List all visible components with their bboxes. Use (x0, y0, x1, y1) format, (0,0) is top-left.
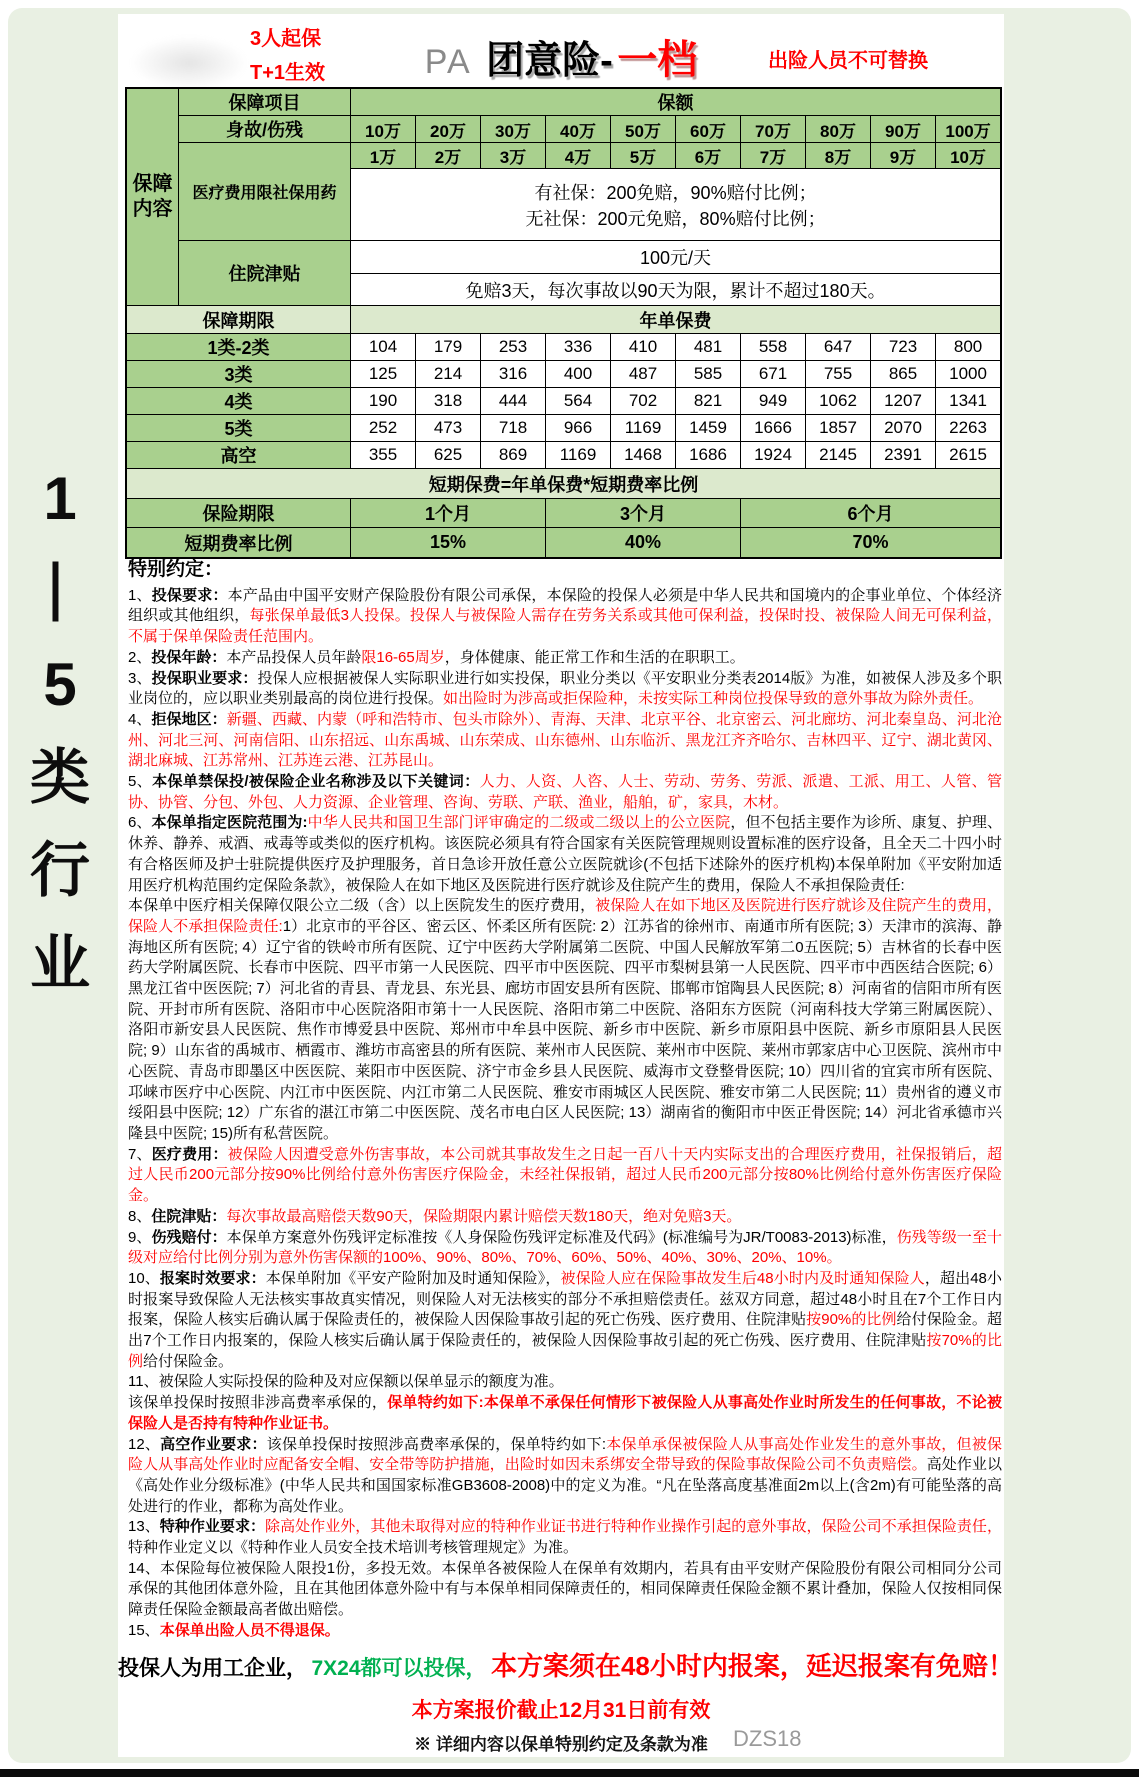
premium-cell: 1169 (611, 415, 676, 442)
premium-cell: 1666 (741, 415, 806, 442)
medical-limit-cell: 9万 (871, 143, 936, 169)
note-paragraph (128, 1559, 1002, 1621)
note-paragraph (128, 669, 1002, 710)
premium-cell: 316 (481, 361, 546, 388)
sum-insured-cell: 60万 (676, 116, 741, 143)
medical-limit-cell: 2万 (416, 143, 481, 169)
coverage-premium-table (126, 88, 1001, 558)
note-segment: 除高处作业外，其他未取得对应的特种作业证书进行特种作业操作引起的意外事故，保险公司不承担保险责任， (265, 1518, 1002, 1536)
note-segment: 每张保单最低3人投保。投保人与被保险人需存在劳务关系或其他可保利益，投保时投、被保险人间无可保利益，不属于保单保险责任范围内。 (128, 607, 1002, 646)
note-segment: 按90%的比例 (806, 1311, 897, 1329)
note-segment: 1）北京市的平谷区、密云区、怀柔区所有医院: 2）江苏省的徐州市、南通市所有医院; 3）天津市的滨海、静海地区所有医院; 4）辽宁省的铁岭市所有医院、辽宁中医药大学附属第二医院、中国人民解放军第二0五医院; 5）吉林省的长春中医药大学附属医院、长春市中医院、四平市第一人民医院、四平市中医医院、四平市梨树县第一人民医院、四平市中西医结合医院; 6）黑龙江省中医医院; 7）河北省的青县、青龙县、东光县、廊坊市固安县所有医院、邯郸市馆陶县人民医院; 8）河南省的信阳市所有医院、开封市所有医院、洛阳市中心医院洛阳市第十一人民医院、洛阳市第二中医院、洛阳东方医院（河南科技大学第三附属医院）、洛阳市新安县人民医院、焦作市博爱县中医院、郑州市中牟县中医院、新乡市中医院、新乡市原阳县中医院、新乡市原阳县人民医院; 9）山东省的禹城市、栖霞市、潍坊市高密县的所有医院、莱州市人民医院、莱州市中医院、莱州市郭家店中心卫医院、滨州市中心医院、青岛市即墨区中医医院、莱阳市中医医院、济宁市金乡县人民医院、威海市文登整骨医院; 10）四川省的宜宾市所有医院、邛崃市医疗中心医院、内江市中医医院、内江市第二人民医院、雅安市雨城区人民医院、雅安市第二人民医院; 11）贵州省的遵义市绥阳县中医院; 12）广东省的湛江市第二中医医院、茂名市电白区人民医院; 13）湖南省的衡阳市中医正骨医院; 14）河北省承德市兴隆县中医院; 15)所有私营医院。 (128, 917, 1003, 1142)
premium-cell: 1686 (676, 442, 741, 469)
note-segment: 13、 (128, 1518, 160, 1536)
note-segment: 10、 (128, 1269, 160, 1287)
rate-cell: 70% (741, 528, 1001, 558)
note-segment: 1、 (128, 586, 152, 604)
note-segment: 6、 (128, 814, 152, 832)
note-segment: 投保职业要求： (151, 669, 258, 687)
note-segment: 投保年龄： (151, 648, 227, 666)
no-replacement-note: 出险人员不可替换 (768, 50, 928, 72)
note-paragraph (128, 1207, 1002, 1228)
term-cell: 6个月 (741, 499, 1001, 528)
product-tier: 一档 (617, 38, 698, 82)
rate-cell: 40% (546, 528, 741, 558)
premium-cell: 400 (546, 361, 611, 388)
occupation-class-label: 3类 (127, 361, 351, 388)
sidebar-char: 行 (30, 837, 90, 904)
note-segment: 拒保地区： (151, 710, 227, 728)
note-paragraph (128, 710, 1002, 772)
sum-insured-cell: 90万 (871, 116, 936, 143)
premium-row (127, 442, 1001, 469)
medical-limit-cell: 6万 (676, 143, 741, 169)
note-segment: 8、 (128, 1207, 152, 1225)
note-segment: 14、本保险每位被保险人限投1份，多投无效。本保单各被保险人在保单有效期内，若具有由平安财产保险股份有限公司相同分公司承保的其他团体意外险，且在其他团体意外险中有与本保单相同保障责任的，相同保障责任保险金额不累计叠加，保险人仅按相同保障责任保险金额最高者做出赔偿。 (128, 1559, 1002, 1619)
annual-premium-header: 年单保费 (351, 306, 1001, 334)
medical-limit-cell: 7万 (741, 143, 806, 169)
premium-cell: 2391 (871, 442, 936, 469)
premium-cell: 966 (546, 415, 611, 442)
premium-cell: 253 (481, 334, 546, 361)
sum-insured-cell: 30万 (481, 116, 546, 143)
sidebar-char: 业 (30, 930, 90, 997)
sum-insured-cell: 100万 (936, 116, 1001, 143)
note-segment: 限16-65周岁 (361, 648, 445, 666)
note-segment: 本保单附加《平安产险附加及时通知保险》， (265, 1269, 561, 1287)
premium-cell: 1169 (546, 442, 611, 469)
note-paragraph (128, 813, 1002, 896)
note-segment: 11、被保险人实际投保的险种及对应保额以保单显示的额度为准。 (128, 1373, 564, 1391)
medical-note-cell (351, 169, 1001, 241)
premium-row (127, 388, 1001, 415)
premium-cell: 214 (416, 361, 481, 388)
premium-cell: 800 (936, 334, 1001, 361)
hospital-allowance-label: 住院津贴 (179, 241, 351, 306)
premium-cell: 2145 (806, 442, 871, 469)
note-segment: 医疗费用： (151, 1145, 228, 1163)
rate-label: 短期费率比例 (127, 528, 351, 558)
note-segment: 按70%的比例 (128, 1332, 1002, 1370)
premium-cell: 564 (546, 388, 611, 415)
content-area (118, 14, 1014, 1757)
note-segment: 本保单指定医院范围为: (151, 814, 308, 832)
note-segment: 9、 (128, 1228, 152, 1246)
note-segment: ，身体健康、能正常工作和生活的在职职工。 (444, 648, 745, 666)
premium-cell: 1924 (741, 442, 806, 469)
report-deadline-note: 本方案须在48小时内报案，延迟报案有免赔！ (490, 1651, 1014, 1681)
premium-cell: 625 (416, 442, 481, 469)
note-paragraph (128, 772, 1002, 813)
premium-cell: 252 (351, 415, 416, 442)
premium-cell: 2070 (871, 415, 936, 442)
premium-cell: 355 (351, 442, 416, 469)
premium-cell: 723 (871, 334, 936, 361)
allowance-value: 100元/天 (351, 241, 1001, 274)
footer-line1 (118, 1646, 1014, 1683)
note-segment: 给付保险金。 (143, 1352, 234, 1370)
sum-insured-cell: 40万 (546, 116, 611, 143)
short-term-formula: 短期保费=年单保费*短期费率比例 (127, 469, 1001, 499)
occupation-class-label: 高空 (127, 442, 351, 469)
note-segment: 特种作业定义以《特种作业人员安全技术培训考核管理规定》为准。 (128, 1539, 579, 1557)
note-segment: 被保险人应在保险事故发生后48小时内及时通知保险人 (560, 1269, 925, 1287)
note-segment: 5、 (128, 773, 153, 791)
premium-row (127, 361, 1001, 388)
premium-cell: 1207 (871, 388, 936, 415)
note-paragraph (128, 896, 1002, 1144)
special-provisions (128, 560, 1002, 1642)
note-segment: 保单特约如下:本保单不承保任何情形下被保险人从事高处作业时所发生的任何事故，不论被保险人是否持有特种作业证书。 (128, 1394, 1003, 1432)
premium-cell: 190 (351, 388, 416, 415)
premium-cell: 1000 (936, 361, 1001, 388)
employer-note: 投保人为用工企业， (118, 1657, 307, 1680)
note-segment: 投保要求： (151, 586, 228, 604)
premium-cell: 444 (481, 388, 546, 415)
min-persons-note: 3人起保 (250, 28, 322, 50)
note-segment: 本保单禁保投/被保险企业名称涉及以下关键词： (152, 773, 480, 791)
sidebar-char: 5 (43, 651, 77, 718)
note-segment: 7、 (128, 1145, 152, 1163)
note-segment: ，但不包括主要作为诊所、康复、护理、休养、静养、戒酒、戒毒等或类似的医疗机构。该医院必须具有符合国家有关医院管理规则设置标准的医疗设备，且全天二十四小时有合格医师及护士驻院提供医疗及护理服务，首日急诊开放任意公立医院就诊(不包括下述除外的医疗机构)本保单附加《平安附加适用医疗机构范围约定保险条款》，被保险人在如下地区及医院进行医疗就诊及住院产生的费用，保险人不承担保险责任: (128, 814, 1002, 894)
term-cell: 1个月 (351, 499, 546, 528)
note-segment: 中华人民共和国卫生部门评审确定的二级或二级以上的公立医院 (307, 814, 731, 832)
premium-cell: 318 (416, 388, 481, 415)
term-label: 保险期限 (127, 499, 351, 528)
premium-row (127, 415, 1001, 442)
premium-cell: 410 (611, 334, 676, 361)
premium-cell: 1341 (936, 388, 1001, 415)
note-segment: 被保险人因遭受意外伤害事故，本公司就其事故发生之日起一百八十天内实际支出的合理医疗费用，社保报销后，超过人民币200元部分按90%比例给付意外伤害医疗保险金，未经社保报销，超过人民币200元部分按80%比例给付意外伤害医疗保险金。 (128, 1145, 1002, 1205)
item-header: 保障项目 (179, 89, 351, 116)
sum-insured-cell: 10万 (351, 116, 416, 143)
premium-cell: 481 (676, 334, 741, 361)
note-segment: 新疆、西藏、内蒙（呼和浩特市、包头市除外）、青海、天津、北京平谷、北京密云、河北廊坊、河北秦皇岛、河北沧州、河北三河、河南信阳、山东招远、山东禹城、山东荣成、山东德州、山东临沂、黑龙江齐齐哈尔、吉林四平、辽宁、湖北黄冈、湖北麻城、江苏常州、江苏连云港、江苏昆山。 (128, 710, 1002, 770)
note-segment: 15、 (128, 1621, 160, 1639)
note-segment: ，超出48小时报案导致保险人无法核实事故真实情况，则保险人对无法核实的部分不承担赔偿责任。兹双方同意，超过48小时且在7个工作日内报案，保险人核实后确认属于保险责任的，被保险人因保险事故引起的死亡伤残、医疗费用、住院津贴 (128, 1269, 1002, 1329)
note-segment: 2、 (128, 648, 152, 666)
premium-cell: 1468 (611, 442, 676, 469)
note-paragraph (128, 1393, 1002, 1434)
disclaimer-note: ※ 详细内容以保单特别约定及条款为准 (414, 1735, 708, 1754)
sidebar-char: 1 (43, 465, 77, 532)
premium-cell: 702 (611, 388, 676, 415)
note-paragraph (128, 1228, 1002, 1269)
note-segment: 本保单出险人员不得退保。 (159, 1621, 340, 1639)
medical-limit-cell: 3万 (481, 143, 546, 169)
quote-validity-note: 本方案报价截止12月31日前有效 (411, 1699, 711, 1722)
death-disability-label: 身故/伤残 (179, 116, 351, 143)
premium-cell: 104 (351, 334, 416, 361)
term-cell: 3个月 (546, 499, 741, 528)
premium-cell: 1062 (806, 388, 871, 415)
premium-cell: 336 (546, 334, 611, 361)
note-segment: 住院津贴： (151, 1207, 227, 1225)
note-segment: 给付保险金。超出7个工作日内报案的，保险人核实后确认属于保险责任的，被保险人因保险事故引起的死亡伤残、医疗费用、住院津贴 (128, 1311, 1002, 1350)
plan-code: DZS18 (733, 1726, 802, 1751)
premium-cell: 179 (416, 334, 481, 361)
premium-cell: 865 (871, 361, 936, 388)
sidebar-vertical-text (18, 452, 102, 1010)
premium-cell: 755 (806, 361, 871, 388)
premium-cell: 487 (611, 361, 676, 388)
premium-cell: 2615 (936, 442, 1001, 469)
medical-limit-cell: 4万 (546, 143, 611, 169)
occupation-class-label: 1类-2类 (127, 334, 351, 361)
rate-cell: 15% (351, 528, 546, 558)
effective-note: T+1生效 (250, 62, 326, 84)
note-segment: 被保险人在如下地区及医院进行医疗就诊及住院产生的费用，保险人不承担保险责任: (128, 897, 1002, 935)
special-provisions-title: 特别约定： (128, 559, 224, 580)
note-segment: 伤残赔付： (151, 1228, 227, 1246)
note-segment: 该保单投保时按照非涉高费率承保的， (128, 1394, 388, 1412)
note-paragraph (128, 648, 1002, 669)
medical-limit-cell: 1万 (351, 143, 416, 169)
note-paragraph (128, 1269, 1002, 1373)
note-paragraph (128, 1621, 1002, 1642)
occupation-class-label: 5类 (127, 415, 351, 442)
premium-cell: 125 (351, 361, 416, 388)
medical-note-line2: 无社保：200元免赔，80%赔付比例； (525, 208, 826, 229)
brand-prefix: PA (424, 43, 472, 81)
sidebar-char: — (26, 561, 94, 622)
allowance-note: 免赔3天，每次事故以90天为限，累计不超过180天。 (351, 274, 1001, 306)
medical-limit-cell: 5万 (611, 143, 676, 169)
note-paragraph (128, 1372, 1002, 1393)
sum-insured-cell: 50万 (611, 116, 676, 143)
note-segment: 本产品由中国平安财产保险股份有限公司承保，本保险的投保人必须是中华人民共和国境内的企事业单位、个体经济组织或其他组织， (128, 586, 1002, 625)
note-segment: 特种作业要求： (159, 1518, 266, 1536)
premium-cell: 718 (481, 415, 546, 442)
sum-insured-cell: 70万 (741, 116, 806, 143)
premium-cell: 558 (741, 334, 806, 361)
note-segment: 该保单投保时按照涉高费率承保的，保单特约如下: (266, 1435, 607, 1453)
coverage-content-label: 保障内容 (127, 89, 179, 306)
medical-limit-cell: 8万 (806, 143, 871, 169)
note-segment: 3、 (128, 669, 152, 687)
medical-expense-label: 医疗费用限社保用药 (179, 143, 351, 241)
premium-cell: 949 (741, 388, 806, 415)
note-segment: 报案时效要求： (159, 1269, 266, 1287)
premium-cell: 647 (806, 334, 871, 361)
sum-insured-cell: 80万 (806, 116, 871, 143)
premium-cell: 821 (676, 388, 741, 415)
special-provisions-body (128, 586, 1002, 1642)
note-segment: 每次事故最高赔偿天数90天，保险期限内累计赔偿天数180天，绝对免赔3天。 (226, 1207, 742, 1225)
sidebar-char: 类 (30, 744, 90, 811)
premium-cell: 585 (676, 361, 741, 388)
note-segment: 如出险时为涉高或拒保险种，未按实际工种岗位投保导致的意外事故为除外责任。 (443, 690, 984, 708)
note-segment: 12、 (128, 1435, 161, 1453)
sum-insured-cell: 20万 (416, 116, 481, 143)
bottom-bar (0, 1769, 1139, 1777)
note-paragraph (128, 1517, 1002, 1558)
occupation-class-label: 4类 (127, 388, 351, 415)
premium-cell: 671 (741, 361, 806, 388)
note-paragraph (128, 586, 1002, 648)
premium-cell: 1857 (806, 415, 871, 442)
anytime-insure-note: 7X24都可以投保， (311, 1657, 487, 1680)
note-segment: 本产品投保人员年龄 (226, 648, 362, 666)
medical-limit-cell: 10万 (936, 143, 1001, 169)
note-segment: 本保单承保被保险人从事高处作业发生的意外事故，但被保险人从事高处作业时应配备安全帽、安全带等防护措施，出险时如因未系绑安全带导致的保险事故保险公司不负责赔偿。 (128, 1435, 1002, 1474)
premium-row (127, 334, 1001, 361)
note-segment: 本保单中医疗相关保障仅限公立二级（含）以上医院发生的医疗费用， (128, 897, 596, 915)
note-segment: 本保单方案意外伤残评定标准按《人身保险伤残评定标准及代码》(标准编号为JR/T0083-2013)标准， (226, 1228, 897, 1246)
note-segment: 人力、人资、人咨、人士、劳动、劳务、劳派、派遣、工派、用工、人管、管协、协管、分包、外包、人力资源、企业管理、咨询、劳联、产联、渔业，船舶，矿，家具，木材。 (128, 773, 1003, 811)
note-segment: 4、 (128, 710, 152, 728)
note-paragraph (128, 1145, 1002, 1207)
note-segment: 高处作业以《高处作业分级标准》(中华人民共和国国家标准GB3608-2008)中的定义为准。“凡在坠落高度基准面2m以上(含2m)有可能坠落的高处进行的作业，都称为高处作业。 (128, 1456, 1002, 1515)
premium-cell: 869 (481, 442, 546, 469)
product-name: 团意险- (486, 40, 613, 82)
note-segment: 投保人应根据被保人实际职业进行如实投保，职业分类以《平安职业分类表2014版》为准，如被保人涉及多个职业岗位的，应以职业类别最高的岗位进行投保。 (128, 669, 1003, 708)
amount-header: 保额 (351, 89, 1001, 116)
note-segment: 高空作业要求： (160, 1435, 267, 1453)
period-header: 保障期限 (127, 306, 351, 334)
premium-cell: 1459 (676, 415, 741, 442)
note-segment: 伤残等级一至十级对应给付比例分别为意外伤害保额的100%、90%、80%、70%、60%、50%、40%、30%、20%、10%。 (128, 1228, 1002, 1267)
premium-cell: 2263 (936, 415, 1001, 442)
premium-cell: 473 (416, 415, 481, 442)
note-paragraph (128, 1435, 1002, 1518)
medical-note-line1: 有社保：200免赔，90%赔付比例； (534, 182, 817, 203)
